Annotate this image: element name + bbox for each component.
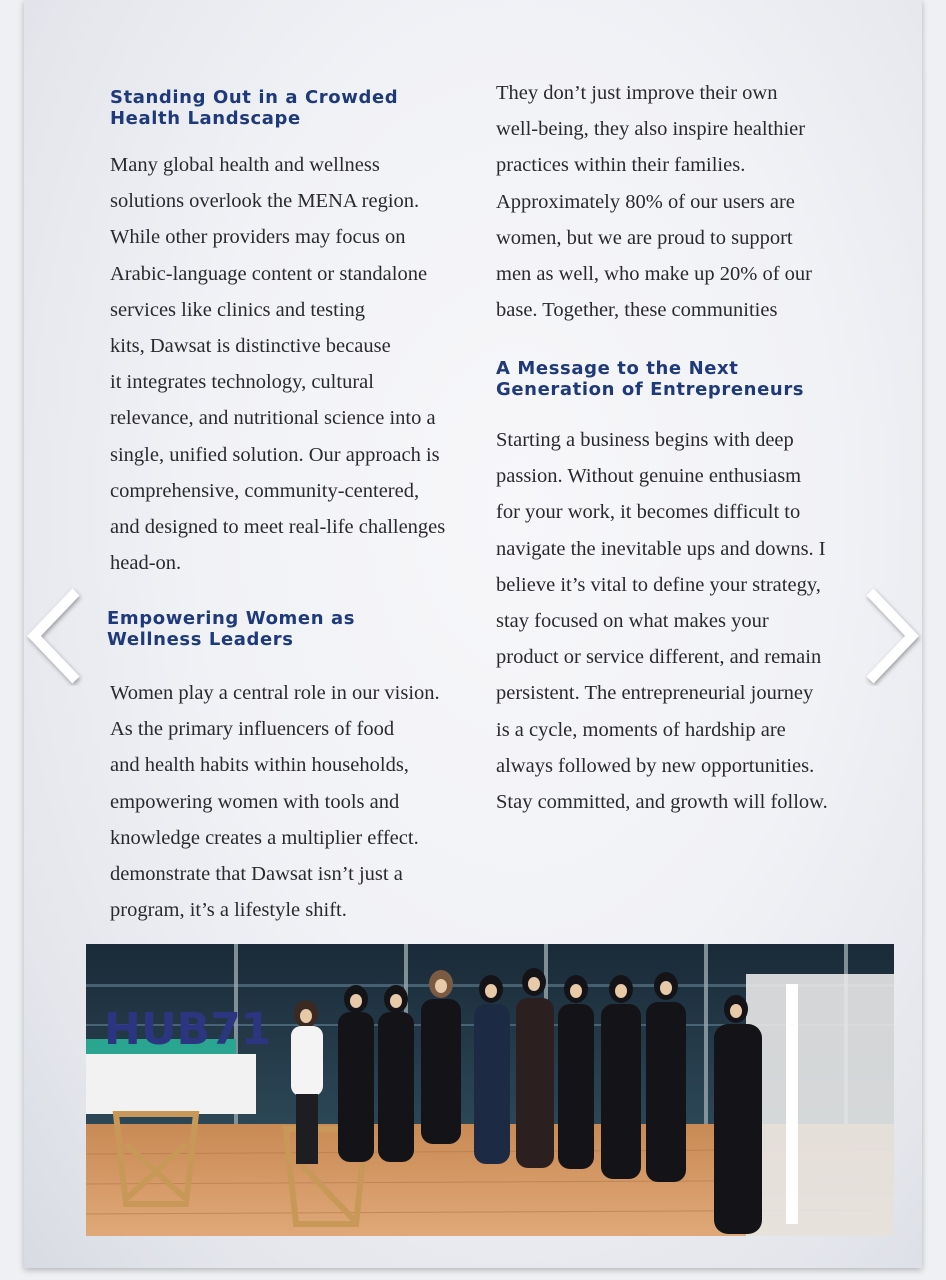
hub71-sign: HUB71 xyxy=(104,1004,272,1055)
paragraph-communities: They don’t just improve their own well-being, they also inspire healthier practices within their families. Approximately 80% of our users are women, but we are proud to support men as well, who make up 20% of our base. Together, these communities xyxy=(496,82,812,322)
paragraph-next-generation: Starting a business begins with deep passion. Without genuine enthusiasm for your work, it becomes difficult to navigate the inevitable ups and downs. I believe it’s vital to define your strategy, stay focused on what makes your product or service different, and remain persistent. The entrepreneurial journey is a cycle, moments of hardship are always followed by new opportunities. Stay committed, and growth will follow. xyxy=(496,429,828,814)
heading-standing-out: Standing Out in a Crowded Health Landscape xyxy=(110,87,399,129)
prev-page-button[interactable] xyxy=(24,586,84,686)
heading-empowering-women: Empowering Women as Wellness Leaders xyxy=(107,608,356,650)
next-page-button[interactable] xyxy=(862,586,922,686)
magazine-page xyxy=(24,0,922,1268)
chevron-right-icon xyxy=(862,586,922,686)
group-photo xyxy=(86,944,894,1236)
chevron-left-icon xyxy=(24,586,84,686)
heading-next-generation: A Message to the Next Generation of Entrepreneurs xyxy=(496,358,805,400)
paragraph-standing-out: Many global health and wellness solutions overlook the MENA region. While other providers may focus on Arabic-language content or standalone services like clinics and testing kits, Dawsat is distinctive because it integrates technology, cultural relevance, and nutritional science into a single, unified solution. Our approach is comprehensive, community-centered, and designed to meet real-life challenges head-on. xyxy=(110,154,446,575)
paragraph-empowering-women: Women play a central role in our vision. As the primary influencers of food and health habits within households, empowering women with tools and knowledge creates a multiplier effect. demonstrate that Dawsat isn’t just a program, it’s a lifestyle shift. xyxy=(110,682,440,922)
